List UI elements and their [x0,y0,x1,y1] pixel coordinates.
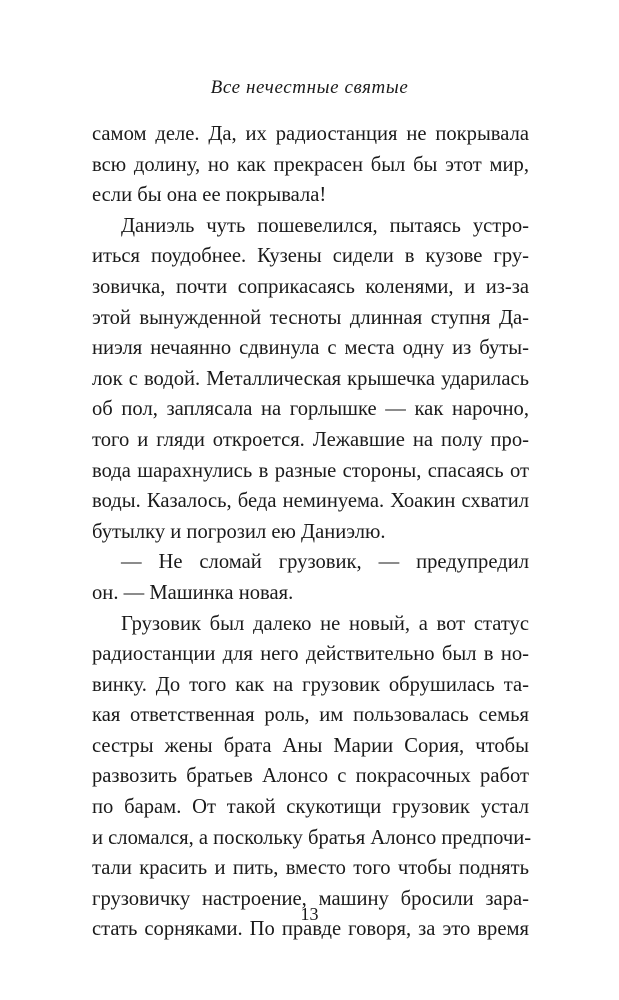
text-line: и сломался, а поскольку братья Алонсо предпочи- [92,826,532,849]
page-number: 13 [300,904,319,924]
text-line: иться поудобнее. Кузены сидели в кузове гру- [92,245,529,268]
text-line: радиостанции для него действительно был в но- [92,643,529,666]
text-line: грузовичку настроение, машину бросили зара- [92,887,529,910]
text-line: Грузовик был далеко не новый, а вот статус [121,612,529,635]
text-line: лок с водой. Металлическая крышечка ударилась [92,367,529,390]
body-text [92,119,532,945]
text-line: винку. До того как на грузовик обрушилась та- [92,673,529,696]
text-line: самом деле. Да, их радиостанция не покрывала [92,123,529,145]
text-line: если бы она ее покрывала! [92,184,327,207]
text-line: этой вынужденной тесноты длинная ступня Да- [92,306,529,329]
text-line: ниэля нечаянно сдвинула с места одну из буты- [92,337,529,360]
text-line: зовичка, почти соприкасаясь коленями, и из-за [92,275,529,298]
text-line: бутылку и погрозил ею Даниэлю. [92,520,386,543]
text-line: воды. Казалось, беда неминуема. Хоакин схватил [92,490,529,513]
text-line: Даниэль чуть пошевелился, пытаясь устро- [121,214,529,237]
text-line: — Не сломай грузовик, — предупредил [121,551,529,574]
text-line: по барам. От такой скукотищи грузовик устал [92,796,529,819]
text-line: того и гляди откроется. Лежавшие на полу про- [92,428,529,451]
text-line: всю долину, но как прекрасен был бы этот мир, [92,153,529,176]
text-line: кая ответственная роль, им пользовалась семья [92,704,529,727]
text-line: он. — Машинка новая. [92,581,294,604]
running-head-title: Все нечестные святые [210,77,409,98]
text-line: стать сорняками. По правде говоря, за это время [92,918,529,941]
text-line: развозить братьев Алонсо с покрасочных работ [92,765,529,788]
text-line: сестры жены брата Аны Марии Сория, чтобы [92,734,529,757]
text-line: об пол, заплясала на горлышке — как нарочно, [92,398,529,421]
text-line: тали красить и пить, вместо того чтобы поднять [92,857,529,880]
text-line: вода шарахнулись в разные стороны, спасаясь от [92,459,529,482]
